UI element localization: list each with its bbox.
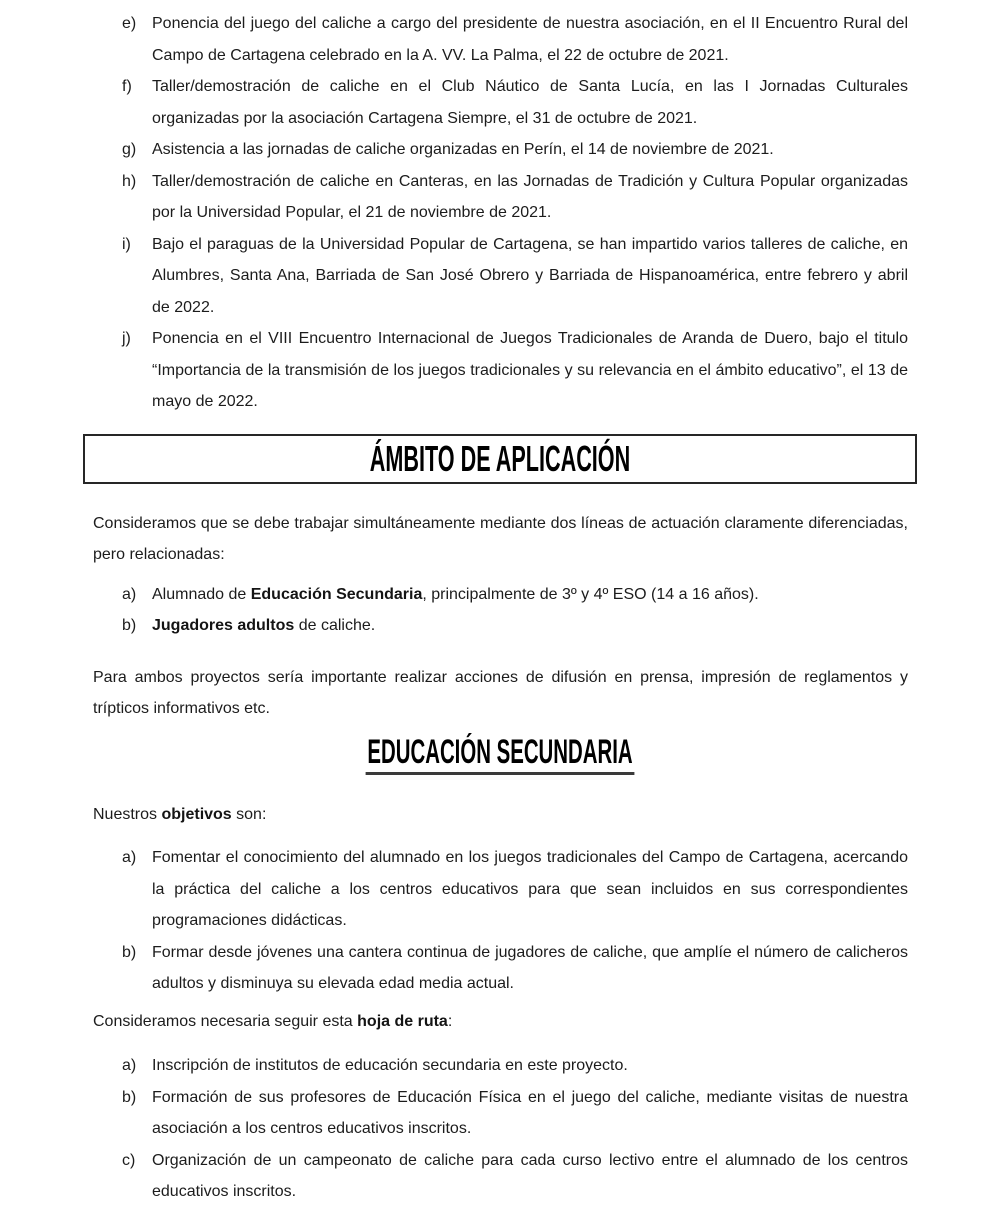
ruta-list <box>93 1050 908 1208</box>
item-text: Formar desde jóvenes una cantera continua de jugadores de caliche, que amplíe el número de calicheros adultos y disminuya su elevada edad media actual. <box>152 943 908 992</box>
objetivo-item-a <box>93 842 908 937</box>
item-marker: a) <box>122 1057 137 1074</box>
activity-item-e <box>93 8 908 71</box>
ruta-item-a <box>93 1050 908 1082</box>
ambito-intro-paragraph: Consideramos que se debe trabajar simultáneamente mediante dos líneas de actuación claramente diferenciadas, pero relacionadas: <box>93 514 908 563</box>
activity-item-g <box>93 134 908 166</box>
item-marker: a) <box>122 849 137 866</box>
item-marker: g) <box>122 141 137 158</box>
target-item-a <box>93 579 908 611</box>
item-marker: f) <box>122 78 132 95</box>
ambito-heading-box <box>83 434 917 484</box>
item-text: Asistencia a las jornadas de caliche organizadas en Perín, el 14 de noviembre de 2021. <box>152 141 774 158</box>
activity-item-f <box>93 71 908 134</box>
activity-list <box>93 8 908 418</box>
item-text: Fomentar el conocimiento del alumnado en los juegos tradicionales del Campo de Cartagena, acercando la práctica del caliche a los centros educativos para que sean incluidos en sus correspondientes programaciones didácticas. <box>152 849 908 929</box>
activity-item-j <box>93 323 908 418</box>
item-text: Taller/demostración de caliche en Canteras, en las Jornadas de Tradición y Cultura Popular organizadas por la Universidad Popular, el 21 de noviembre de 2021. <box>152 172 908 221</box>
item-marker: a) <box>122 585 137 603</box>
item-marker: b) <box>122 943 137 961</box>
item-marker: i) <box>122 235 131 253</box>
target-audience-list <box>93 579 908 642</box>
educacion-heading: EDUCACIÓN SECUNDARIA <box>366 735 635 775</box>
item-text: Jugadores adultos de caliche. <box>152 617 376 634</box>
activity-item-h <box>93 166 908 229</box>
objetivo-item-b <box>93 937 908 1000</box>
item-marker: h) <box>122 172 137 190</box>
objetivos-list <box>93 842 908 1000</box>
ruta-lead-paragraph: Consideramos necesaria seguir esta hoja de ruta: <box>93 1012 453 1030</box>
activity-item-i <box>93 229 908 324</box>
educacion-heading-wrap <box>93 732 908 779</box>
item-text: Ponencia del juego del caliche a cargo del presidente de nuestra asociación, en el II Encuentro Rural del Campo de Cartagena celebrado en la A. VV. La Palma, el 22 de octubre de 2021. <box>152 15 908 64</box>
ambito-outro-paragraph: Para ambos proyectos sería importante realizar acciones de difusión en prensa, impresión de reglamentos y trípticos informativos etc. <box>93 668 908 717</box>
item-marker: j) <box>122 330 131 347</box>
item-marker: b) <box>122 1088 137 1106</box>
item-text: Alumnado de Educación Secundaria, principalmente de 3º y 4º ESO (14 a 16 años). <box>152 585 759 603</box>
target-item-b <box>93 610 908 642</box>
objetivos-lead-paragraph: Nuestros objetivos son: <box>93 805 267 823</box>
item-text: Organización de un campeonato de caliche para cada curso lectivo entre el alumnado de los centros educativos inscritos. <box>152 1151 908 1200</box>
ruta-item-b <box>93 1082 908 1145</box>
item-text: Taller/demostración de caliche en el Club Náutico de Santa Lucía, en las I Jornadas Culturales organizadas por la asociación Cartagena Siempre, el 31 de octubre de 2021. <box>152 78 908 127</box>
item-marker: c) <box>122 1151 136 1169</box>
item-text: Inscripción de institutos de educación secundaria en este proyecto. <box>152 1057 628 1074</box>
item-text: Ponencia en el VIII Encuentro Internacional de Juegos Tradicionales de Aranda de Duero, bajo el titulo “Importancia de la transmisión de los juegos tradicionales y su relevancia en el ámbito educativo”, el 13 de mayo de 2022. <box>152 330 908 410</box>
item-text: Bajo el paraguas de la Universidad Popular de Cartagena, se han impartido varios talleres de caliche, en Alumbres, Santa Ana, Barriada de San José Obrero y Barriada de Hispanoamérica, entre febrero y abril de 2022. <box>152 235 908 316</box>
item-marker: e) <box>122 15 137 32</box>
item-marker: b) <box>122 617 137 634</box>
item-text: Formación de sus profesores de Educación Física en el juego del caliche, mediante visitas de nuestra asociación a los centros educativos inscritos. <box>152 1088 908 1137</box>
ruta-item-c <box>93 1145 908 1208</box>
ambito-heading: ÁMBITO DE APLICACIÓN <box>369 437 631 479</box>
